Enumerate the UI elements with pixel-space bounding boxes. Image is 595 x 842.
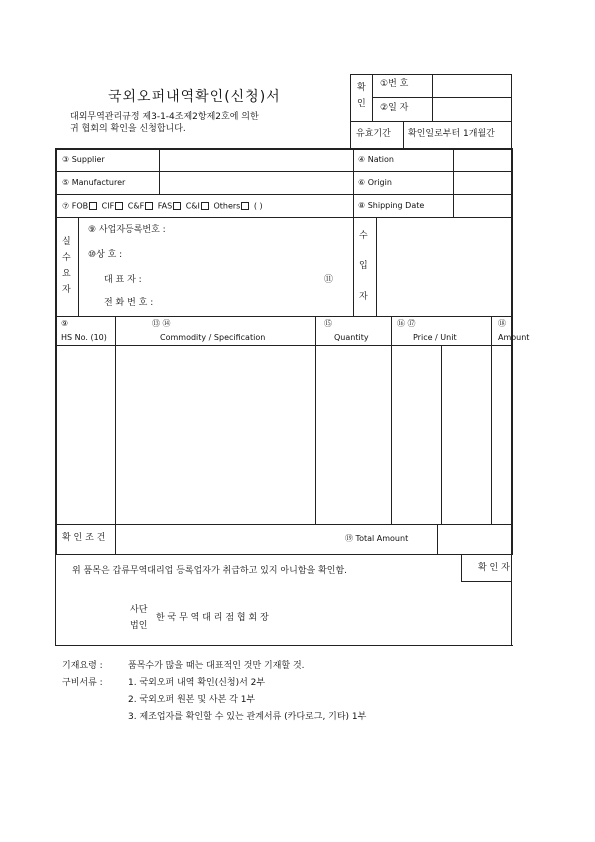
company-name-label: ⑩상 호 : bbox=[88, 250, 123, 260]
corp-label-1: 사단 bbox=[130, 605, 148, 615]
price-header: Price / Unit bbox=[413, 333, 457, 342]
demand-char-1: 실 bbox=[62, 237, 71, 247]
hs-no-header: HS No. (10) bbox=[61, 333, 107, 342]
date-label: ②일 자 bbox=[380, 103, 409, 113]
check-char-2: 인 bbox=[357, 99, 366, 109]
term-fas: FAS bbox=[157, 201, 173, 211]
demand-char-3: 요 bbox=[62, 269, 71, 279]
manufacturer-label: ⑤ Manufacturer bbox=[62, 178, 126, 187]
import-char-3: 자 bbox=[359, 292, 368, 302]
term-cf: C&F bbox=[127, 201, 145, 211]
demand-char-2: 수 bbox=[62, 253, 71, 263]
fob-checkbox[interactable] bbox=[89, 202, 97, 210]
confirm-statement: 위 품목은 갑류무역대리업 등록업자가 취급하고 있지 아니함을 확인함. bbox=[72, 566, 348, 576]
representative-label: 대 표 자 : bbox=[104, 275, 142, 285]
total-amount-label: ⑲ Total Amount bbox=[345, 534, 409, 543]
conditions-label: 확 인 조 건 bbox=[62, 533, 106, 543]
term-fob: ⑦ FOB bbox=[62, 201, 89, 211]
reg-no-label: ⑨ 사업자등록번호 : bbox=[88, 225, 166, 235]
supplier-label: ③ Supplier bbox=[62, 155, 105, 164]
docs-item-1: 1. 국외오퍼 내역 확인(신청)서 2부 bbox=[128, 678, 266, 688]
cif-checkbox[interactable] bbox=[115, 202, 123, 210]
guide-label: 기재요령 : bbox=[62, 661, 103, 671]
check-char-1: 확 bbox=[357, 83, 366, 93]
price-terms bbox=[62, 202, 263, 211]
term-cif: CIF bbox=[101, 201, 115, 211]
validity-label: 유효기간 bbox=[356, 129, 391, 139]
commodity-header: Commodity / Specification bbox=[160, 333, 266, 342]
phone-label: 전 화 번 호 : bbox=[104, 298, 154, 308]
corp-label-2: 법인 bbox=[130, 621, 148, 631]
form-subtitle-line2: 귀 협회의 확인을 신청합니다. bbox=[70, 124, 186, 134]
origin-label: ⑥ Origin bbox=[358, 178, 392, 187]
association-name: 한 국 무 역 대 리 점 협 회 장 bbox=[156, 613, 269, 623]
cf-checkbox[interactable] bbox=[145, 202, 153, 210]
fas-checkbox[interactable] bbox=[173, 202, 181, 210]
commodity-mark: ⑬ ⑭ bbox=[152, 319, 171, 328]
validity-value: 확인일로부터 1개월간 bbox=[408, 129, 495, 139]
docs-item-3: 3. 제조업자를 확인할 수 있는 관계서류 (카다로그, 기타) 1부 bbox=[128, 712, 367, 722]
number-label: ①번 호 bbox=[380, 79, 409, 89]
price-mark: ⑯ ⑰ bbox=[397, 319, 416, 328]
term-ci: C&I bbox=[185, 201, 200, 211]
guide-text: 품목수가 많을 때는 대표적인 것만 기재할 것. bbox=[128, 661, 305, 671]
confirmer-label: 확 인 자 bbox=[478, 563, 510, 573]
import-char-1: 수 bbox=[359, 231, 368, 241]
others-paren: ( ) bbox=[253, 201, 263, 211]
hs-mark: ⑨ bbox=[61, 319, 69, 328]
form-title: 국외오퍼내역확인(신청)서 bbox=[108, 89, 281, 105]
shipping-date-label: ⑧ Shipping Date bbox=[358, 201, 425, 210]
quantity-header: Quantity bbox=[334, 333, 369, 342]
amount-header: Amount bbox=[498, 333, 530, 342]
docs-label: 구비서류 : bbox=[62, 678, 103, 688]
form-subtitle-line1: 대외무역관리규정 제3-1-4조제2항제2호에 의한 bbox=[70, 112, 259, 122]
ci-checkbox[interactable] bbox=[201, 202, 209, 210]
nation-label: ④ Nation bbox=[358, 155, 394, 164]
term-others: Others bbox=[213, 201, 241, 211]
seal-mark: ⑪ bbox=[324, 275, 334, 285]
others-checkbox[interactable] bbox=[241, 202, 249, 210]
import-char-2: 입 bbox=[359, 261, 368, 271]
docs-item-2: 2. 국외오퍼 원본 및 사본 각 1부 bbox=[128, 695, 256, 705]
quantity-mark: ⑮ bbox=[324, 319, 332, 328]
demand-char-4: 자 bbox=[62, 285, 71, 295]
amount-mark: ⑱ bbox=[498, 319, 506, 328]
